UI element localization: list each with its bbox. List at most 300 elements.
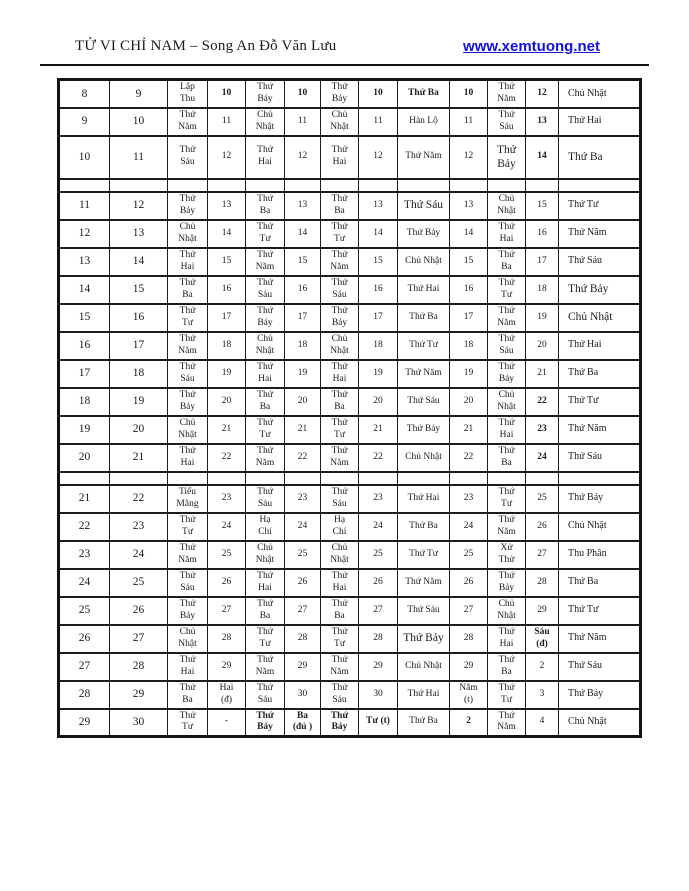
cell-text: Thứ Sáu [257, 682, 273, 705]
table-cell [110, 360, 168, 388]
table-cell [359, 220, 398, 248]
cell-text: Thứ Ba [568, 367, 599, 379]
cell-text: Thứ Ba [257, 193, 273, 216]
cell-text: Chủ Nhật [255, 109, 275, 132]
table-cell [359, 248, 398, 276]
table-cell [59, 248, 110, 276]
cell-text: 11 [463, 115, 474, 126]
cell-text: Thứ Hai [179, 654, 196, 677]
table-row [59, 136, 641, 179]
site-link[interactable]: www.xemtuong.net [463, 38, 600, 55]
cell-text: 25 [132, 576, 145, 589]
table-cell [285, 304, 321, 332]
cell-text: 13 [463, 199, 474, 210]
table-cell [285, 248, 321, 276]
cell-text: Thứ Sáu [403, 199, 444, 212]
empty-cell [398, 472, 450, 485]
cell-text: Thứ Hai [257, 570, 273, 593]
table-cell [168, 388, 208, 416]
empty-cell [398, 179, 450, 192]
table-cell [246, 597, 285, 625]
cell-text: Thứ Bảy [406, 423, 441, 434]
table-row [59, 416, 641, 444]
table-cell [246, 136, 285, 179]
table-cell [285, 108, 321, 136]
table-cell [208, 80, 246, 108]
table-cell [398, 108, 450, 136]
cell-text: 22 [463, 451, 474, 462]
cell-text: Thứ Năm [330, 654, 349, 677]
table-cell [246, 360, 285, 388]
cell-text: 18 [463, 339, 474, 350]
cell-text: Hàn Lộ [409, 115, 438, 126]
table-cell [285, 136, 321, 179]
table-cell [559, 276, 641, 304]
table-cell [359, 136, 398, 179]
cell-text: 27 [297, 604, 308, 615]
table-cell [488, 569, 526, 597]
cell-text: 23 [297, 492, 308, 503]
cell-text: Thứ Tư [331, 417, 348, 440]
cell-text: 10 [463, 87, 474, 98]
cell-text: Thứ Ba [257, 389, 273, 412]
cell-text: 17 [373, 311, 383, 322]
cell-text: Thứ Sáu [331, 682, 348, 705]
cell-text: Thứ Ba [179, 682, 196, 705]
table-cell [359, 108, 398, 136]
table-cell [488, 220, 526, 248]
table-row [59, 597, 641, 625]
cell-text: Thứ Năm [405, 151, 442, 162]
table-row [59, 388, 641, 416]
table-cell [285, 360, 321, 388]
table-cell [321, 332, 359, 360]
cell-text: 21 [221, 423, 232, 434]
cell-text: Thứ Bảy [568, 688, 604, 700]
empty-cell [321, 179, 359, 192]
cell-text: 2 [466, 716, 471, 727]
table-cell [208, 276, 246, 304]
table-cell [208, 513, 246, 541]
cell-text: Thứ Hai [568, 339, 602, 351]
cell-text: 14 [221, 227, 232, 238]
cell-text: 13 [221, 199, 232, 210]
table-cell [526, 304, 559, 332]
cell-text: 13 [132, 227, 145, 240]
cell-text: 27 [373, 604, 383, 615]
cell-text: Thứ Sáu [179, 361, 196, 384]
cell-text: Thứ Sáu [498, 109, 515, 132]
cell-text: 25 [78, 604, 91, 617]
table-cell [526, 80, 559, 108]
cell-text: Thứ Năm [255, 445, 275, 468]
table-cell [208, 681, 246, 709]
table-row [59, 485, 641, 513]
table-cell [359, 709, 398, 737]
table-cell [168, 136, 208, 179]
table-cell [359, 541, 398, 569]
table-cell [59, 220, 110, 248]
cell-text: Chủ Nhật [330, 109, 349, 132]
cell-text: 28 [221, 632, 232, 643]
empty-cell [285, 472, 321, 485]
cell-text: 20 [297, 395, 308, 406]
cell-text: Thứ Bảy [406, 227, 441, 238]
cell-text: 23 [463, 492, 474, 503]
table-cell [110, 485, 168, 513]
cell-text: Thứ Bảy [568, 283, 609, 296]
table-cell [285, 513, 321, 541]
table-cell [398, 332, 450, 360]
cell-text: 17 [463, 311, 474, 322]
cell-text: 21 [537, 367, 547, 378]
table-cell [488, 388, 526, 416]
cell-text: Thứ Ba [179, 277, 196, 300]
cell-text: Hai (đ) [219, 682, 234, 705]
cell-text: 11 [373, 115, 383, 126]
table-cell [488, 653, 526, 681]
table-cell [246, 681, 285, 709]
cell-text: Thứ Ba [409, 311, 438, 322]
cell-text: Thứ Tư [498, 486, 515, 509]
table-cell [559, 360, 641, 388]
cell-text: 14 [537, 151, 547, 162]
cell-text: Thứ Sáu [498, 333, 515, 356]
table-cell [246, 653, 285, 681]
table-cell [526, 192, 559, 220]
table-cell [488, 108, 526, 136]
empty-cell [450, 472, 488, 485]
table-row [59, 569, 641, 597]
cell-text: Thứ Bảy [179, 193, 196, 216]
table-cell [285, 625, 321, 653]
table-cell [285, 681, 321, 709]
table-cell [321, 360, 359, 388]
cell-text: Thứ Tư [568, 395, 599, 407]
table-cell [450, 597, 488, 625]
table-cell [321, 388, 359, 416]
cell-text: 20 [132, 423, 145, 436]
table-cell [59, 513, 110, 541]
table-cell [526, 625, 559, 653]
table-cell [59, 625, 110, 653]
cell-text: Thứ Năm [497, 710, 516, 733]
empty-cell [526, 179, 559, 192]
table-cell [398, 304, 450, 332]
table-cell [59, 541, 110, 569]
table-cell [359, 80, 398, 108]
table-cell [59, 709, 110, 737]
table-cell [208, 569, 246, 597]
table-cell [246, 625, 285, 653]
cell-text: Thứ Năm [178, 109, 197, 132]
table-cell [359, 360, 398, 388]
table-cell [559, 597, 641, 625]
table-cell [398, 541, 450, 569]
cell-text: 19 [132, 395, 145, 408]
cell-text: 12 [78, 227, 91, 240]
cell-text: Thứ Năm [405, 367, 442, 378]
table-cell [168, 513, 208, 541]
table-cell [526, 248, 559, 276]
table-row [59, 80, 641, 108]
cell-text: 14 [78, 283, 91, 296]
table-cell [208, 332, 246, 360]
cell-text: Thứ Tư [257, 221, 273, 244]
cell-text: 18 [132, 367, 145, 380]
table-cell [450, 304, 488, 332]
table-cell [246, 569, 285, 597]
cell-text: 27 [78, 660, 91, 673]
cell-text: Thứ Bảy [179, 389, 196, 412]
cell-text: 27 [132, 632, 145, 645]
cell-text: Thứ Hai [498, 417, 515, 440]
table-cell [246, 304, 285, 332]
table-cell [450, 388, 488, 416]
cell-text: Chủ Nhật [255, 542, 275, 565]
cell-text: Thứ Bảy [498, 361, 515, 384]
cell-text: Thứ Tư [409, 548, 438, 559]
table-cell [559, 625, 641, 653]
empty-cell [246, 179, 285, 192]
table-cell [526, 541, 559, 569]
table-cell [208, 444, 246, 472]
table-cell [208, 304, 246, 332]
cell-text: 16 [537, 227, 547, 238]
empty-cell [285, 179, 321, 192]
cell-text: Lập Thu [179, 82, 196, 104]
table-cell [559, 332, 641, 360]
table-cell [488, 304, 526, 332]
table-cell [246, 416, 285, 444]
cell-text: 25 [463, 548, 474, 559]
table-cell [110, 332, 168, 360]
cell-text: Chủ Nhật [178, 417, 197, 440]
table-cell [110, 709, 168, 737]
table-row [59, 444, 641, 472]
cell-text: Thứ Sáu [257, 486, 273, 509]
table-cell [559, 192, 641, 220]
cell-text: 29 [221, 660, 232, 671]
cell-text: Thứ Năm [405, 576, 442, 587]
table-cell [321, 304, 359, 332]
cell-text: Thứ Bảy [403, 632, 444, 645]
table-cell [168, 569, 208, 597]
table-row [59, 248, 641, 276]
cell-text: 24 [373, 520, 383, 531]
cell-text: 3 [539, 688, 545, 699]
cell-text: 16 [132, 311, 145, 324]
cell-text: 19 [221, 367, 232, 378]
table-cell [359, 388, 398, 416]
table-cell [168, 541, 208, 569]
table-cell [398, 388, 450, 416]
table-cell [168, 625, 208, 653]
empty-cell [110, 179, 168, 192]
table-cell [559, 444, 641, 472]
cell-text: 15 [373, 255, 383, 266]
table-cell [110, 276, 168, 304]
table-cell [59, 332, 110, 360]
cell-text: 17 [78, 367, 91, 380]
table-cell [450, 360, 488, 388]
cell-text: Thứ Bảy [257, 82, 273, 104]
table-cell [168, 597, 208, 625]
table-cell [246, 220, 285, 248]
table-cell [168, 709, 208, 737]
cell-text: Chủ Nhật [405, 660, 442, 671]
table-cell [285, 416, 321, 444]
empty-cell [526, 472, 559, 485]
cell-text: 24 [78, 576, 91, 589]
cell-text: Thứ Năm [568, 632, 607, 644]
cell-text: 17 [537, 255, 547, 266]
cell-text: 15 [537, 199, 547, 210]
table-cell [246, 709, 285, 737]
empty-cell [359, 179, 398, 192]
table-cell [359, 485, 398, 513]
cell-text: Chủ Nhật [178, 626, 197, 649]
table-cell [208, 709, 246, 737]
table-cell [285, 276, 321, 304]
cell-text: 9 [81, 115, 88, 128]
cell-text: 22 [78, 520, 91, 533]
table-cell [208, 192, 246, 220]
cell-text: Thứ Tư [331, 626, 348, 649]
cell-text: Thứ Hai [568, 115, 602, 127]
table-cell [285, 653, 321, 681]
cell-text: 26 [297, 576, 308, 587]
table-cell [285, 220, 321, 248]
table-cell [450, 108, 488, 136]
table-cell [488, 276, 526, 304]
cell-text: Thứ Sáu [331, 277, 348, 300]
cell-text: 19 [297, 367, 308, 378]
table-cell [450, 416, 488, 444]
table-cell [526, 681, 559, 709]
table-cell [110, 681, 168, 709]
cell-text: 23 [221, 492, 232, 503]
cell-text: Chủ Nhật [568, 716, 607, 728]
cell-text: 22 [132, 492, 145, 505]
cell-text: 21 [373, 423, 383, 434]
table-cell [321, 192, 359, 220]
table-cell [559, 513, 641, 541]
table-cell [246, 332, 285, 360]
table-cell [359, 513, 398, 541]
table-cell [359, 192, 398, 220]
table-row [59, 513, 641, 541]
cell-text: 23 [537, 423, 547, 434]
cell-text: Thứ Hai [331, 570, 348, 593]
table-cell [359, 681, 398, 709]
table-cell [526, 485, 559, 513]
cell-text: Thứ Tư [179, 710, 196, 733]
cell-text: 27 [463, 604, 474, 615]
empty-cell [110, 472, 168, 485]
table-cell [488, 192, 526, 220]
cell-text: 19 [78, 423, 91, 436]
empty-cell [559, 472, 641, 485]
table-cell [450, 80, 488, 108]
table-cell [488, 709, 526, 737]
cell-text: Chủ Nhật [568, 87, 607, 99]
cell-text: 20 [78, 451, 91, 464]
cell-text: Thứ Tư [498, 682, 515, 705]
table-cell [246, 444, 285, 472]
cell-text: Thứ Ba [409, 716, 438, 727]
table-cell [168, 485, 208, 513]
cell-text: 15 [78, 311, 91, 324]
table-cell [59, 388, 110, 416]
cell-text: Thứ Năm [568, 423, 607, 435]
cell-text: Thứ Năm [497, 514, 516, 537]
table-cell [450, 444, 488, 472]
empty-cell [208, 179, 246, 192]
table-cell [559, 485, 641, 513]
cell-text: 11 [132, 150, 145, 163]
table-cell [321, 653, 359, 681]
cell-text: Thứ Ba [498, 445, 515, 468]
cell-text: Thứ Ba [331, 598, 348, 621]
table-cell [398, 360, 450, 388]
table-cell [246, 541, 285, 569]
table-cell [285, 192, 321, 220]
empty-cell [168, 472, 208, 485]
table-cell [110, 444, 168, 472]
cell-text: 26 [221, 576, 232, 587]
table-cell [559, 304, 641, 332]
cell-text: Chủ Nhật [178, 221, 197, 244]
table-cell [168, 220, 208, 248]
table-cell [321, 513, 359, 541]
table-cell [110, 80, 168, 108]
cell-text: Thứ Năm [497, 82, 516, 104]
empty-cell [450, 179, 488, 192]
table-cell [359, 597, 398, 625]
cell-text: Thứ Ba [498, 654, 515, 677]
cell-text: Thứ Hai [257, 145, 273, 167]
cell-text: 20 [537, 339, 547, 350]
cell-text: 18 [221, 339, 232, 350]
cell-text: Thứ Ba [568, 150, 603, 163]
cell-text: Thứ Sáu [257, 277, 273, 300]
cell-text: 28 [78, 688, 91, 701]
table-cell [488, 248, 526, 276]
cell-text: Thứ Sáu [568, 660, 603, 672]
table-cell [359, 625, 398, 653]
table-cell [208, 136, 246, 179]
cell-text: 13 [297, 199, 308, 210]
cell-text: Chủ Nhật [330, 542, 349, 565]
cell-text: 12 [373, 151, 383, 162]
table-cell [398, 485, 450, 513]
cell-text: Thứ Năm [497, 305, 516, 328]
table-row [59, 541, 641, 569]
empty-cell [488, 472, 526, 485]
cell-text: Thứ Ba [331, 193, 348, 216]
cell-text: Thứ Hai [331, 361, 348, 384]
table-row [59, 681, 641, 709]
cell-text: Thứ Năm [255, 249, 275, 272]
table-cell [526, 388, 559, 416]
cell-text: Chủ Nhật [497, 598, 516, 621]
table-row [59, 220, 641, 248]
cell-text: 10 [132, 115, 145, 128]
table-cell [110, 597, 168, 625]
cell-text: Thứ Sáu [568, 451, 603, 463]
header-divider [40, 64, 649, 66]
